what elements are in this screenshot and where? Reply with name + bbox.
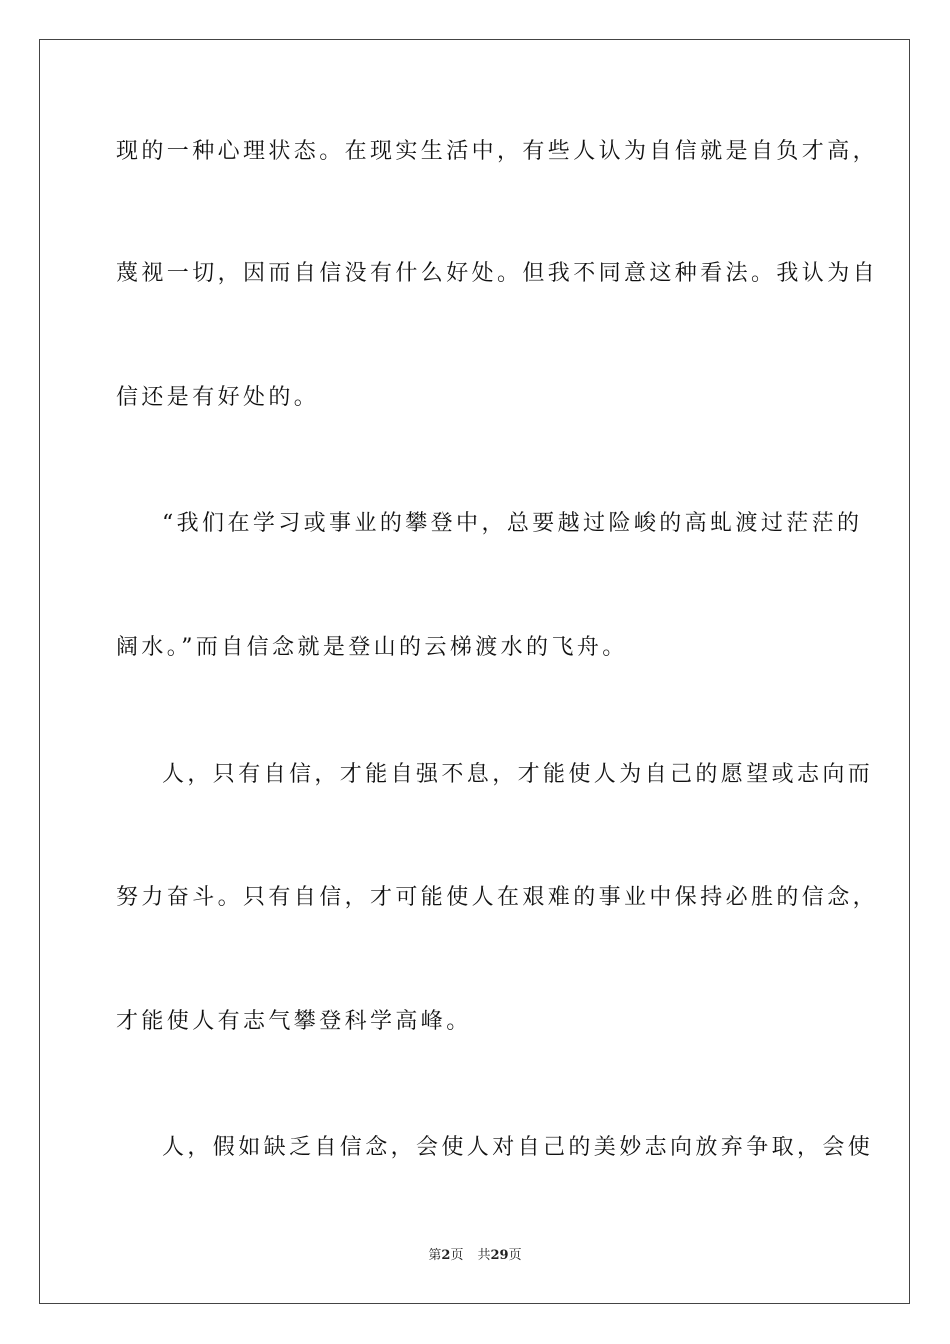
total-suffix: 页 [508,1248,522,1263]
body-line-3: 信还是有好处的。 [116,385,320,410]
page-suffix: 页 [450,1248,464,1263]
body-line-5: 阔水。”而自信念就是登山的云梯渡水的飞舟。 [116,635,628,660]
body-line-2: 蔑视一切，因而自信没有什么好处。但我不同意这种看法。我认为自 [116,261,879,286]
page-border [39,39,910,1304]
body-line-1: 现的一种心理状态。在现实生活中，有些人认为自信就是自负才高， [116,139,879,164]
body-line-7: 努力奋斗。只有自信，才可能使人在艰难的事业中保持必胜的信念， [116,885,879,910]
body-line-6: 人，只有自信，才能自强不息，才能使人为自己的愿望或志向而 [162,762,874,787]
total-prefix: 共 [477,1248,491,1263]
page-footer [0,1247,950,1265]
body-line-4: “我们在学习或事业的攀登中，总要越过险峻的高虬渡过茫茫的 [162,511,863,536]
body-line-8: 才能使人有志气攀登科学高峰。 [116,1009,472,1034]
body-line-9: 人，假如缺乏自信念，会使人对自己的美妙志向放弃争取，会使 [162,1135,874,1160]
page-number: 2 [441,1248,451,1263]
total-pages: 29 [490,1248,509,1263]
page-prefix: 第 [428,1248,442,1263]
